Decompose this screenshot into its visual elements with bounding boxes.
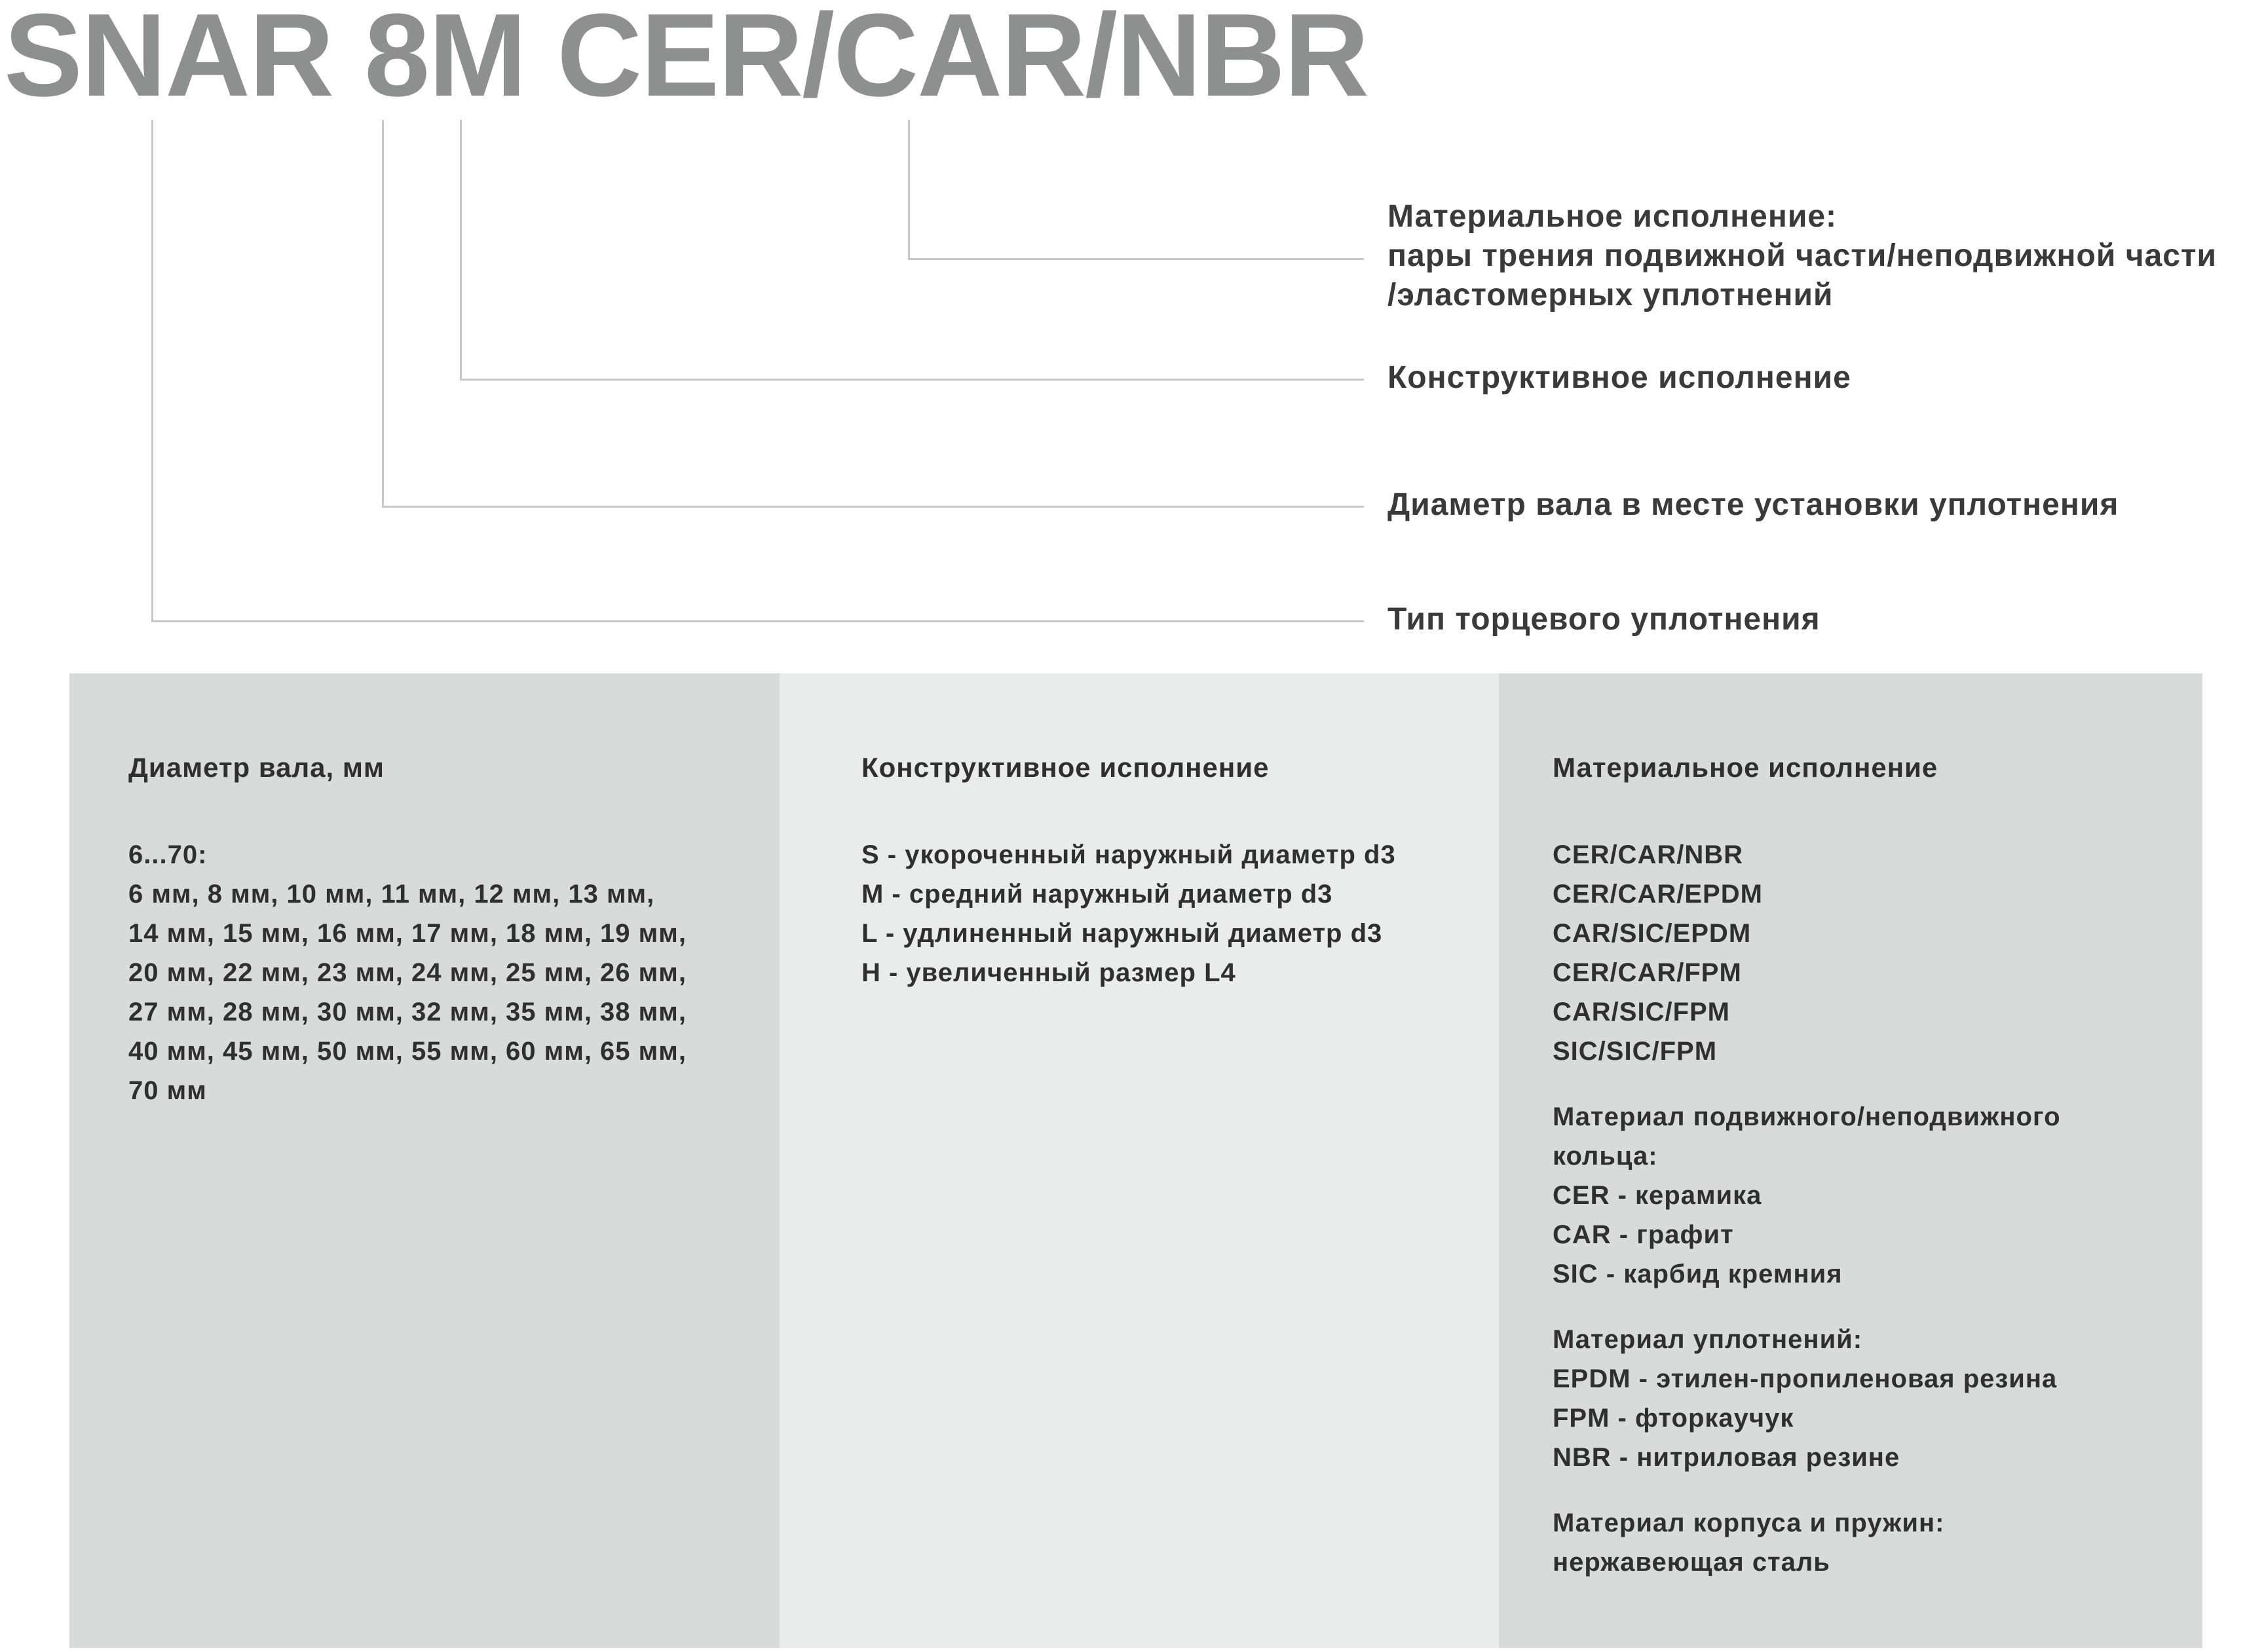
text-line: /эластомерных уплотнений <box>1387 278 1834 312</box>
text-line: CER/CAR/FPM <box>1553 958 1742 987</box>
panel-construction <box>780 673 1499 1648</box>
text-line: пары трения подвижной части/неподвижной части <box>1387 238 2217 273</box>
panel-materials <box>1499 673 2202 1648</box>
text-line: NBR - нитриловая резине <box>1553 1443 1900 1472</box>
panel-materials-body <box>1553 835 2061 1582</box>
text-line: 27 мм, 28 мм, 30 мм, 32 мм, 35 мм, 38 мм, <box>128 998 687 1026</box>
callout-label-materials <box>1387 197 2217 315</box>
text-line: 40 мм, 45 мм, 50 мм, 55 мм, 60 мм, 65 мм, <box>128 1037 687 1066</box>
materials-pair-combinations-group <box>1553 835 2061 1071</box>
product-code-title: SNAR 8M CER/CAR/NBR <box>4 0 1368 121</box>
text-line: L - удлиненный наружный диаметр d3 <box>861 919 1383 948</box>
panel-construction-body <box>861 835 1396 992</box>
text-line: SIC - карбид кремния <box>1553 1260 1843 1288</box>
text-line: SIC/SIC/FPM <box>1553 1037 1718 1066</box>
panel-shaft-diameter <box>69 673 780 1648</box>
panel-construction-header: Конструктивное исполнение <box>861 752 1270 783</box>
text-line: 6...70: <box>128 840 208 869</box>
text-line: CER/CAR/EPDM <box>1553 880 1763 909</box>
text-line: H - увеличенный размер L4 <box>861 958 1236 987</box>
text-line: CAR/SIC/FPM <box>1553 998 1730 1026</box>
text-line: Материальное исполнение: <box>1387 199 1838 234</box>
text-line: CAR/SIC/EPDM <box>1553 919 1752 948</box>
connector-line-materials <box>908 120 1364 260</box>
text-line: Диаметр вала в месте установки уплотнения <box>1387 487 2119 522</box>
text-line: Материал корпуса и пружин: <box>1553 1509 1945 1537</box>
text-line: 20 мм, 22 мм, 23 мм, 24 мм, 25 мм, 26 мм, <box>128 958 687 987</box>
text-line: 14 мм, 15 мм, 16 мм, 17 мм, 18 мм, 19 мм, <box>128 919 687 948</box>
text-line: Материал подвижного/неподвижного <box>1553 1102 2061 1131</box>
materials-body-spring-group <box>1553 1503 2061 1582</box>
text-line: EPDM - этилен-пропиленовая резина <box>1553 1364 2058 1393</box>
text-line: Материал уплотнений: <box>1553 1325 1863 1354</box>
callout-label-construction <box>1387 358 1851 398</box>
text-line: S - укороченный наружный диаметр d3 <box>861 840 1396 869</box>
text-line: Тип торцевого уплотнения <box>1387 602 1821 637</box>
text-line: FPM - фторкаучук <box>1553 1404 1794 1433</box>
text-line: CER - керамика <box>1553 1181 1762 1210</box>
callout-label-shaft-diameter <box>1387 485 2119 525</box>
text-line: Конструктивное исполнение <box>1387 360 1851 395</box>
panel-shaft-diameter-body <box>128 835 687 1110</box>
panel-materials-header: Материальное исполнение <box>1553 752 1938 783</box>
text-line: 6 мм, 8 мм, 10 мм, 11 мм, 12 мм, 13 мм, <box>128 880 655 909</box>
text-line: CAR - графит <box>1553 1220 1734 1249</box>
text-line: 70 мм <box>128 1076 207 1105</box>
callout-label-seal-type <box>1387 600 1821 639</box>
text-line: нержавеющая сталь <box>1553 1548 1830 1577</box>
materials-elastomer-legend-group <box>1553 1320 2061 1477</box>
text-line: кольца: <box>1553 1142 1658 1171</box>
text-line: CER/CAR/NBR <box>1553 840 1743 869</box>
text-line: M - средний наружный диаметр d3 <box>861 880 1333 909</box>
panel-shaft-diameter-header: Диаметр вала, мм <box>128 752 385 783</box>
materials-ring-legend-group <box>1553 1097 2061 1294</box>
